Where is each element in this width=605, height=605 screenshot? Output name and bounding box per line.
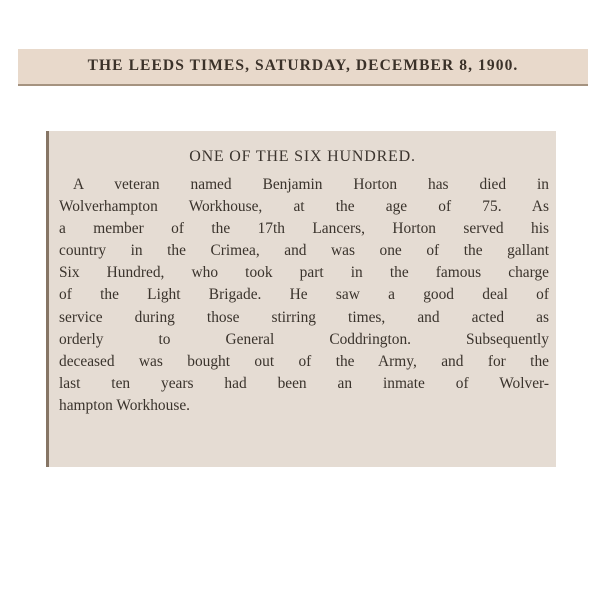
article-line: Wolverhampton Workhouse, at the age of 75. As — [59, 198, 549, 216]
article-line: of the Light Brigade. He saw a good deal of — [59, 286, 549, 304]
article-line: country in the Crimea, and was one of the gallant — [59, 242, 549, 260]
article-line: A veteran named Benjamin Horton has died in — [73, 176, 549, 193]
article-line: Six Hundred, who took part in the famous charge — [59, 264, 549, 282]
article-line: a member of the 17th Lancers, Horton served his — [59, 220, 549, 238]
article-line: deceased was bought out of the Army, and for the — [59, 352, 549, 370]
article-line: hampton Workhouse. — [59, 396, 190, 414]
article-body — [59, 174, 549, 417]
article-line: orderly to General Coddrington. Subsequently — [59, 330, 549, 348]
article-line: service during those stirring times, and acted as — [59, 308, 549, 326]
article-line: last ten years had been an inmate of Wolver- — [59, 374, 549, 392]
article-title: ONE OF THE SIX HUNDRED. — [189, 148, 416, 165]
article-clipping — [46, 131, 556, 467]
newspaper-masthead — [18, 49, 588, 86]
masthead-text: THE LEEDS TIMES, SATURDAY, DECEMBER 8, 1900. — [87, 57, 519, 74]
